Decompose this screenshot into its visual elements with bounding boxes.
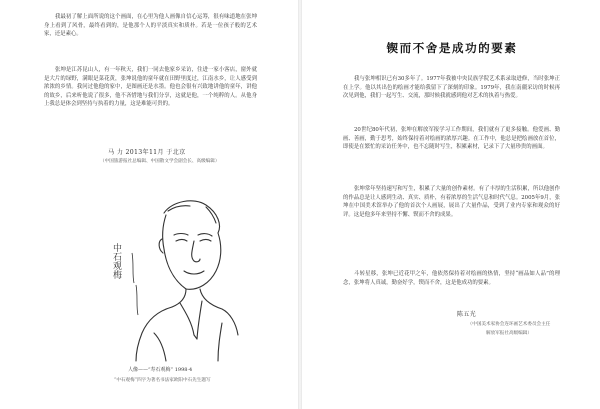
right-signature-caption bbox=[449, 320, 569, 338]
portrait-inscription: 中石观梅 bbox=[111, 243, 121, 279]
right-signature-caption-line-1: （中国美术家协会连环画艺术委员会主任 bbox=[467, 322, 551, 327]
left-paragraph-1: 我最初了解上面所说的这个画面，在心里为他人画像自信心运筹，很有味道地在张坤身上看到了风骨，最终看到的，是他那个人的平淡真实和质朴。若是一位孩子般的艺术家，还是素心。 bbox=[44, 14, 257, 38]
portrait-subcaption: “中石观梅”四字为著名书法家欧阳中石先生题写 bbox=[114, 378, 211, 383]
right-paragraph-3: 张坤常年坚持速写和写生，积累了大量的创作素材。有了丰厚的生活积累，所以他创作的作品总是让人感到生动、真实、质朴，有着浓厚的生活气息和时代气息。2005年9月，张坤在中国美术馆举办了他的首次个人画展，展出了大量作品，受到了业内专家和观众的好评。这是他多年来坚持不懈、锲而不舍的成果。 bbox=[343, 186, 560, 218]
right-paragraph-4: 斗转星移，张坤已近花甲之年，他依然保持着对绘画的热情，坚持“画品如人品”的理念，张坤将人真诚，勤奋好学，锲而不舍，这是他成功的要素。 bbox=[343, 271, 560, 286]
right-paragraph-2: 20世纪80年代初，张坤在解放军报学习工作期间，我们就有了更多接触。他爱画、勤画、善画，勤于思考，始终保持着对绘画的浓厚兴趣。在工作中，他总是把绘画放在首位，即使是在繁忙的采访任务中，也不忘随时写生，积累素材，记录下了大量珍贵的画面。 bbox=[343, 127, 560, 151]
portrait-sketch bbox=[102, 183, 242, 363]
left-signature-caption: （中国旅游报社总编辑、中国散文学会副会长、高级编辑） bbox=[100, 159, 220, 164]
portrait-caption: 人像——“寿石观梅” 1998·4 bbox=[128, 367, 193, 373]
left-paragraph-2: 张坤是江苏昆山人，有一年秋天，我们一同去他家乡采访，住进一家小客店，窗外就是大片的绿野，满眼是菜花黄，张坤说他的童年就在田野里度过，江南水乡，让人感受到浓浓的乡情。我问过他他的家中，是图画还是水墨。他也会很有兴致地讲他的童年，讲他的故乡，后来听他说了很多，他不吝惜地与我们分享，这就是他，一个纯粹的人。从他身上我总是体会到坚持与执着的力量，这是难能可贵的。 bbox=[44, 67, 257, 108]
article-title: 锲而不舍是成功的要素 bbox=[386, 41, 518, 55]
right-paragraph-1: 我与张坤相识已有30多年了。1977年我被中央民族学院艺术系录取进修，当时张坤正在上学。他以其出色的绘画才能给我留下了深刻的印象。1979年，我在南疆采访的时候再次见到他，我们一起写生、交流，那时候我就感到他对艺术的执着与热爱。 bbox=[343, 76, 560, 100]
left-signature: 马 力 2013年11月 于北京 bbox=[108, 149, 186, 156]
right-signature: 陈五光 bbox=[457, 311, 477, 318]
right-signature-caption-line-2: 解放军报社高级编辑） bbox=[486, 331, 532, 336]
